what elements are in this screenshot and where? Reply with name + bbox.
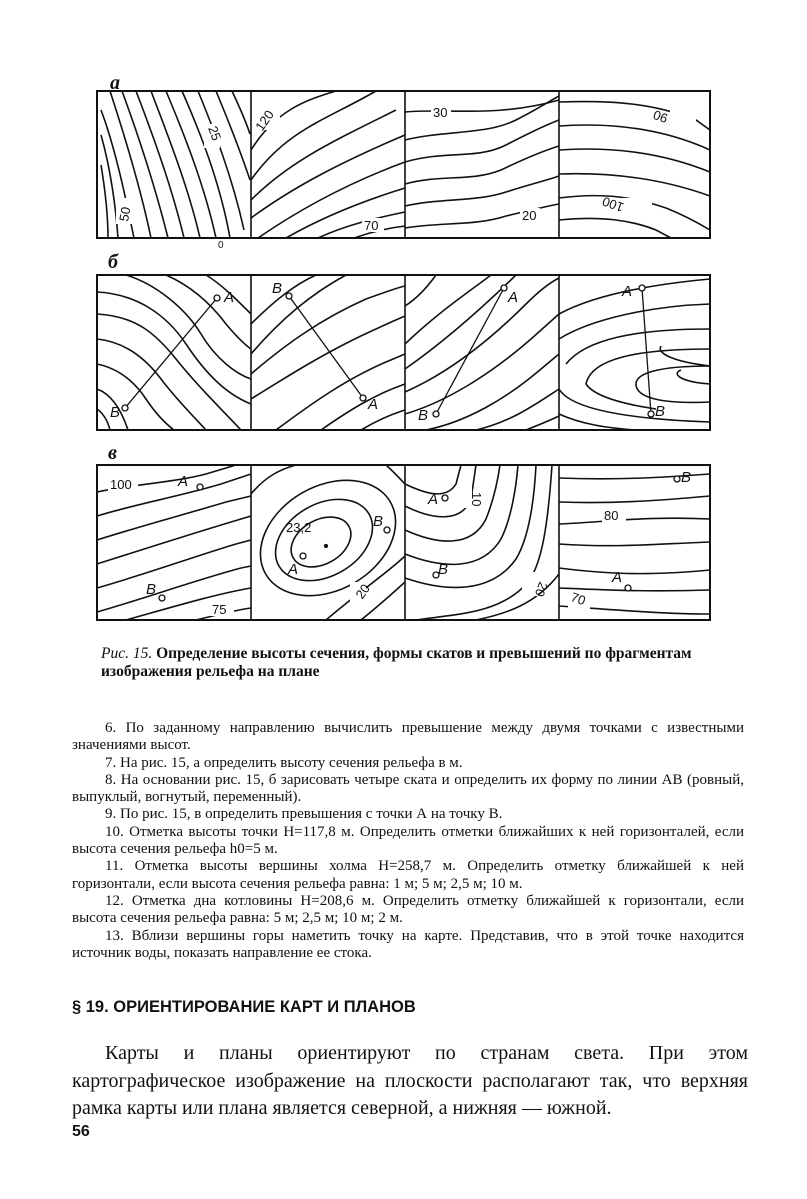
point-b-b2: В (272, 280, 283, 297)
row-label-v: в (108, 442, 117, 464)
task-8: 8. На основании рис. 15, б зарисовать четыре ската и определить их форму по линии АВ (ровный, выпуклый, вогнутый, переменный). (72, 771, 744, 806)
contour-label-100-v: 100 (110, 477, 132, 492)
point-a-v2: А (288, 561, 299, 578)
contour-label-20-v3: 20 (531, 580, 551, 599)
task-list (72, 720, 744, 962)
point-a-b1: А (224, 289, 235, 306)
contour-label-20: 20 (522, 208, 537, 223)
point-a-v1: А (178, 473, 189, 490)
panel-b3-contours (405, 275, 559, 430)
contour-label-25: 25 (205, 123, 225, 143)
contour-label-50: 50 (116, 205, 134, 223)
row-label-a: а (110, 72, 120, 94)
contour-map-row-v (96, 464, 711, 622)
point-b-v4: В (681, 469, 692, 486)
contour-map-row-b (96, 274, 711, 432)
point-b-b3: В (418, 407, 429, 424)
task-7: 7. На рис. 15, а определить высоту сечения рельефа в м. (105, 754, 463, 771)
contour-map-row-a (96, 90, 711, 251)
task-11: 11. Отметка высоты вершины холма H=258,7 м. Определить отметку ближайшей к ней горизонтали, если высота сечения рельефа равна: 1 м; 5 м; 2,5 м; 10 м. (72, 858, 744, 892)
point-b-b4: В (655, 403, 666, 420)
point-b-v3: В (438, 561, 449, 578)
contour-label-20-v2: 20 (352, 581, 374, 602)
contour-label-70: 70 (364, 218, 379, 233)
contour-label-10: 10 (469, 492, 484, 507)
section-heading: § 19. ОРИЕНТИРОВАНИЕ КАРТ И ПЛАНОВ (72, 998, 416, 1016)
task-6: 6. По заданному направлению вычислить превышение между двумя точками с известными значениями высот. (72, 720, 744, 754)
contour-label-120: 120 (252, 107, 277, 134)
contour-label-100: 100 (600, 193, 626, 216)
page-number: 56 (72, 1123, 90, 1140)
panel-v2-contours (240, 457, 417, 620)
contour-label-75: 75 (212, 602, 227, 617)
panel-b2-contours (251, 275, 405, 430)
task-9: 9. По рис. 15, в определить превышения с точки А на точку В. (105, 806, 503, 823)
point-a-b3: А (508, 289, 519, 306)
contour-label-0: 0 (218, 240, 224, 251)
task-13: 13. Вблизи вершины горы наметить точку на карте. Представив, что в этой точке находится источник воды, показать направление ее стока. (72, 927, 744, 961)
point-b-b1: В (110, 404, 121, 421)
point-a-b2: А (368, 396, 379, 413)
figure-number: Рис. 15. (101, 645, 153, 662)
panel-b4-contours (559, 279, 710, 430)
contour-label-90: 90 (651, 107, 670, 127)
point-a-b4: А (622, 283, 633, 300)
point-a-v4: А (612, 569, 623, 586)
contour-label-70-v4: 70 (568, 589, 588, 609)
figure-caption-text: Определение высоты сечения, формы скатов и превышений по фрагментам изображения рельефа на плане (101, 645, 692, 680)
spot-height-23-2: 23,2 (286, 520, 312, 535)
body-text (72, 1040, 748, 1123)
task-12: 12. Отметка дна котловины H=208,6 м. Определить отметку ближайшей к горизонтали, если высота сечения рельефа равна: 5 м; 2,5 м; 10 м; 2 м. (72, 892, 744, 927)
point-b-v1: В (146, 581, 157, 598)
point-b-v2: В (373, 513, 384, 530)
row-label-b: б (108, 251, 118, 273)
point-a-v3: А (428, 491, 439, 508)
figure-caption (101, 645, 721, 681)
panel-v3-contours (405, 465, 559, 620)
contour-label-30: 30 (433, 105, 448, 120)
task-10: 10. Отметка высоты точки H=117,8 м. Определить отметки ближайших к ней горизонталей, если высота сечения рельефа h0=5 м. (72, 823, 744, 858)
contour-label-80: 80 (604, 508, 619, 523)
body-paragraph: Карты и планы ориентируют по странам света. При этом картографическое изображение на плоскости располагают так, что верхняя рамка карты или плана является северной, а нижняя — южной. (72, 1042, 748, 1119)
